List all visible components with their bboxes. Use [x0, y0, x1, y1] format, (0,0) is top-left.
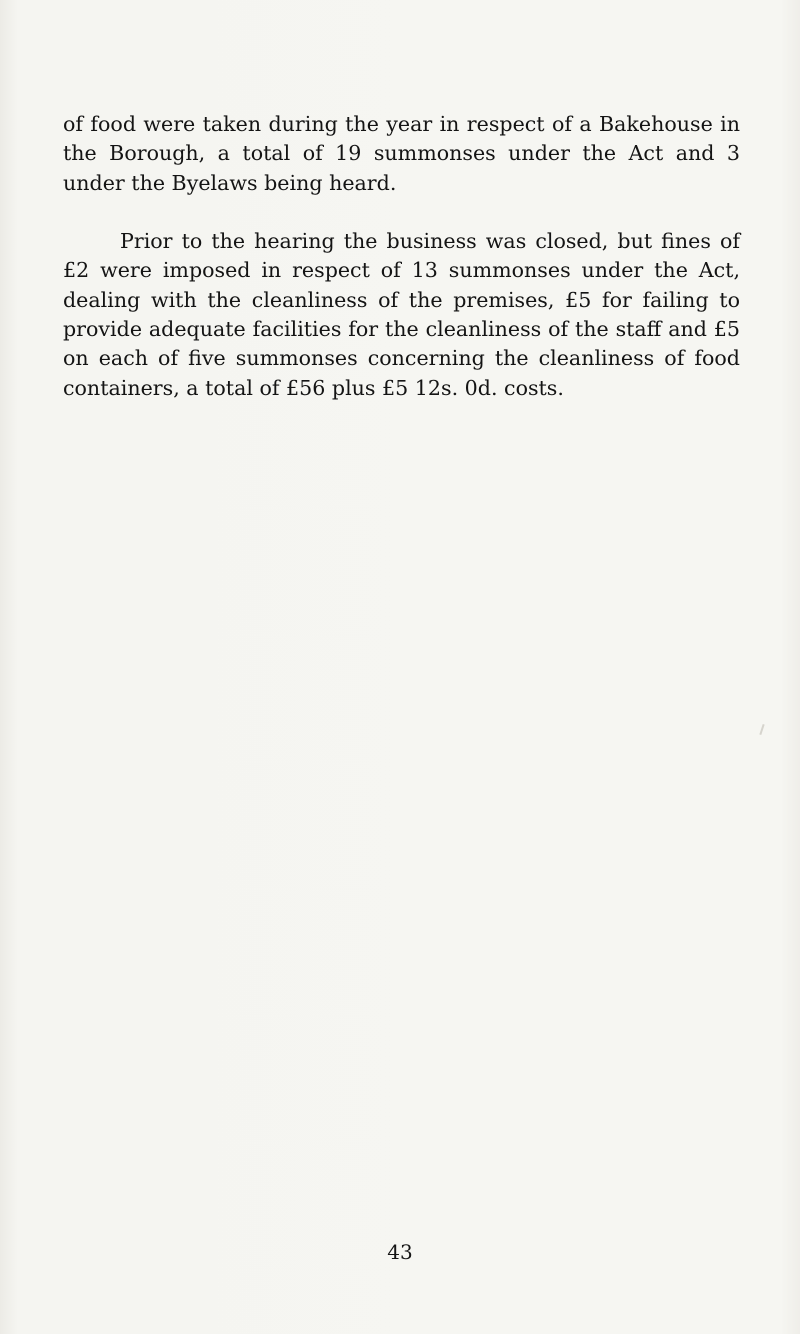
- paragraph-2: Prior to the hearing the business was closed, but fines of £2 were imposed in respect of 13 summonses under the Act, dealing with the cleanliness of the premises, £5 for failing to provide adequate facilities for the cleanliness of the staff and £5 on each of five summonses concerning the cleanliness of food containers, a total of £56 plus £5 12s. 0d. costs.: [63, 229, 740, 400]
- body-text: [63, 110, 740, 403]
- page-number: 43: [387, 1240, 413, 1264]
- paper-speck: [759, 724, 764, 735]
- paragraph-1: of food were taken during the year in respect of a Bakehouse in the Borough, a total of 19 summonses under the Act and 3 under the Byelaws being heard.: [63, 112, 740, 195]
